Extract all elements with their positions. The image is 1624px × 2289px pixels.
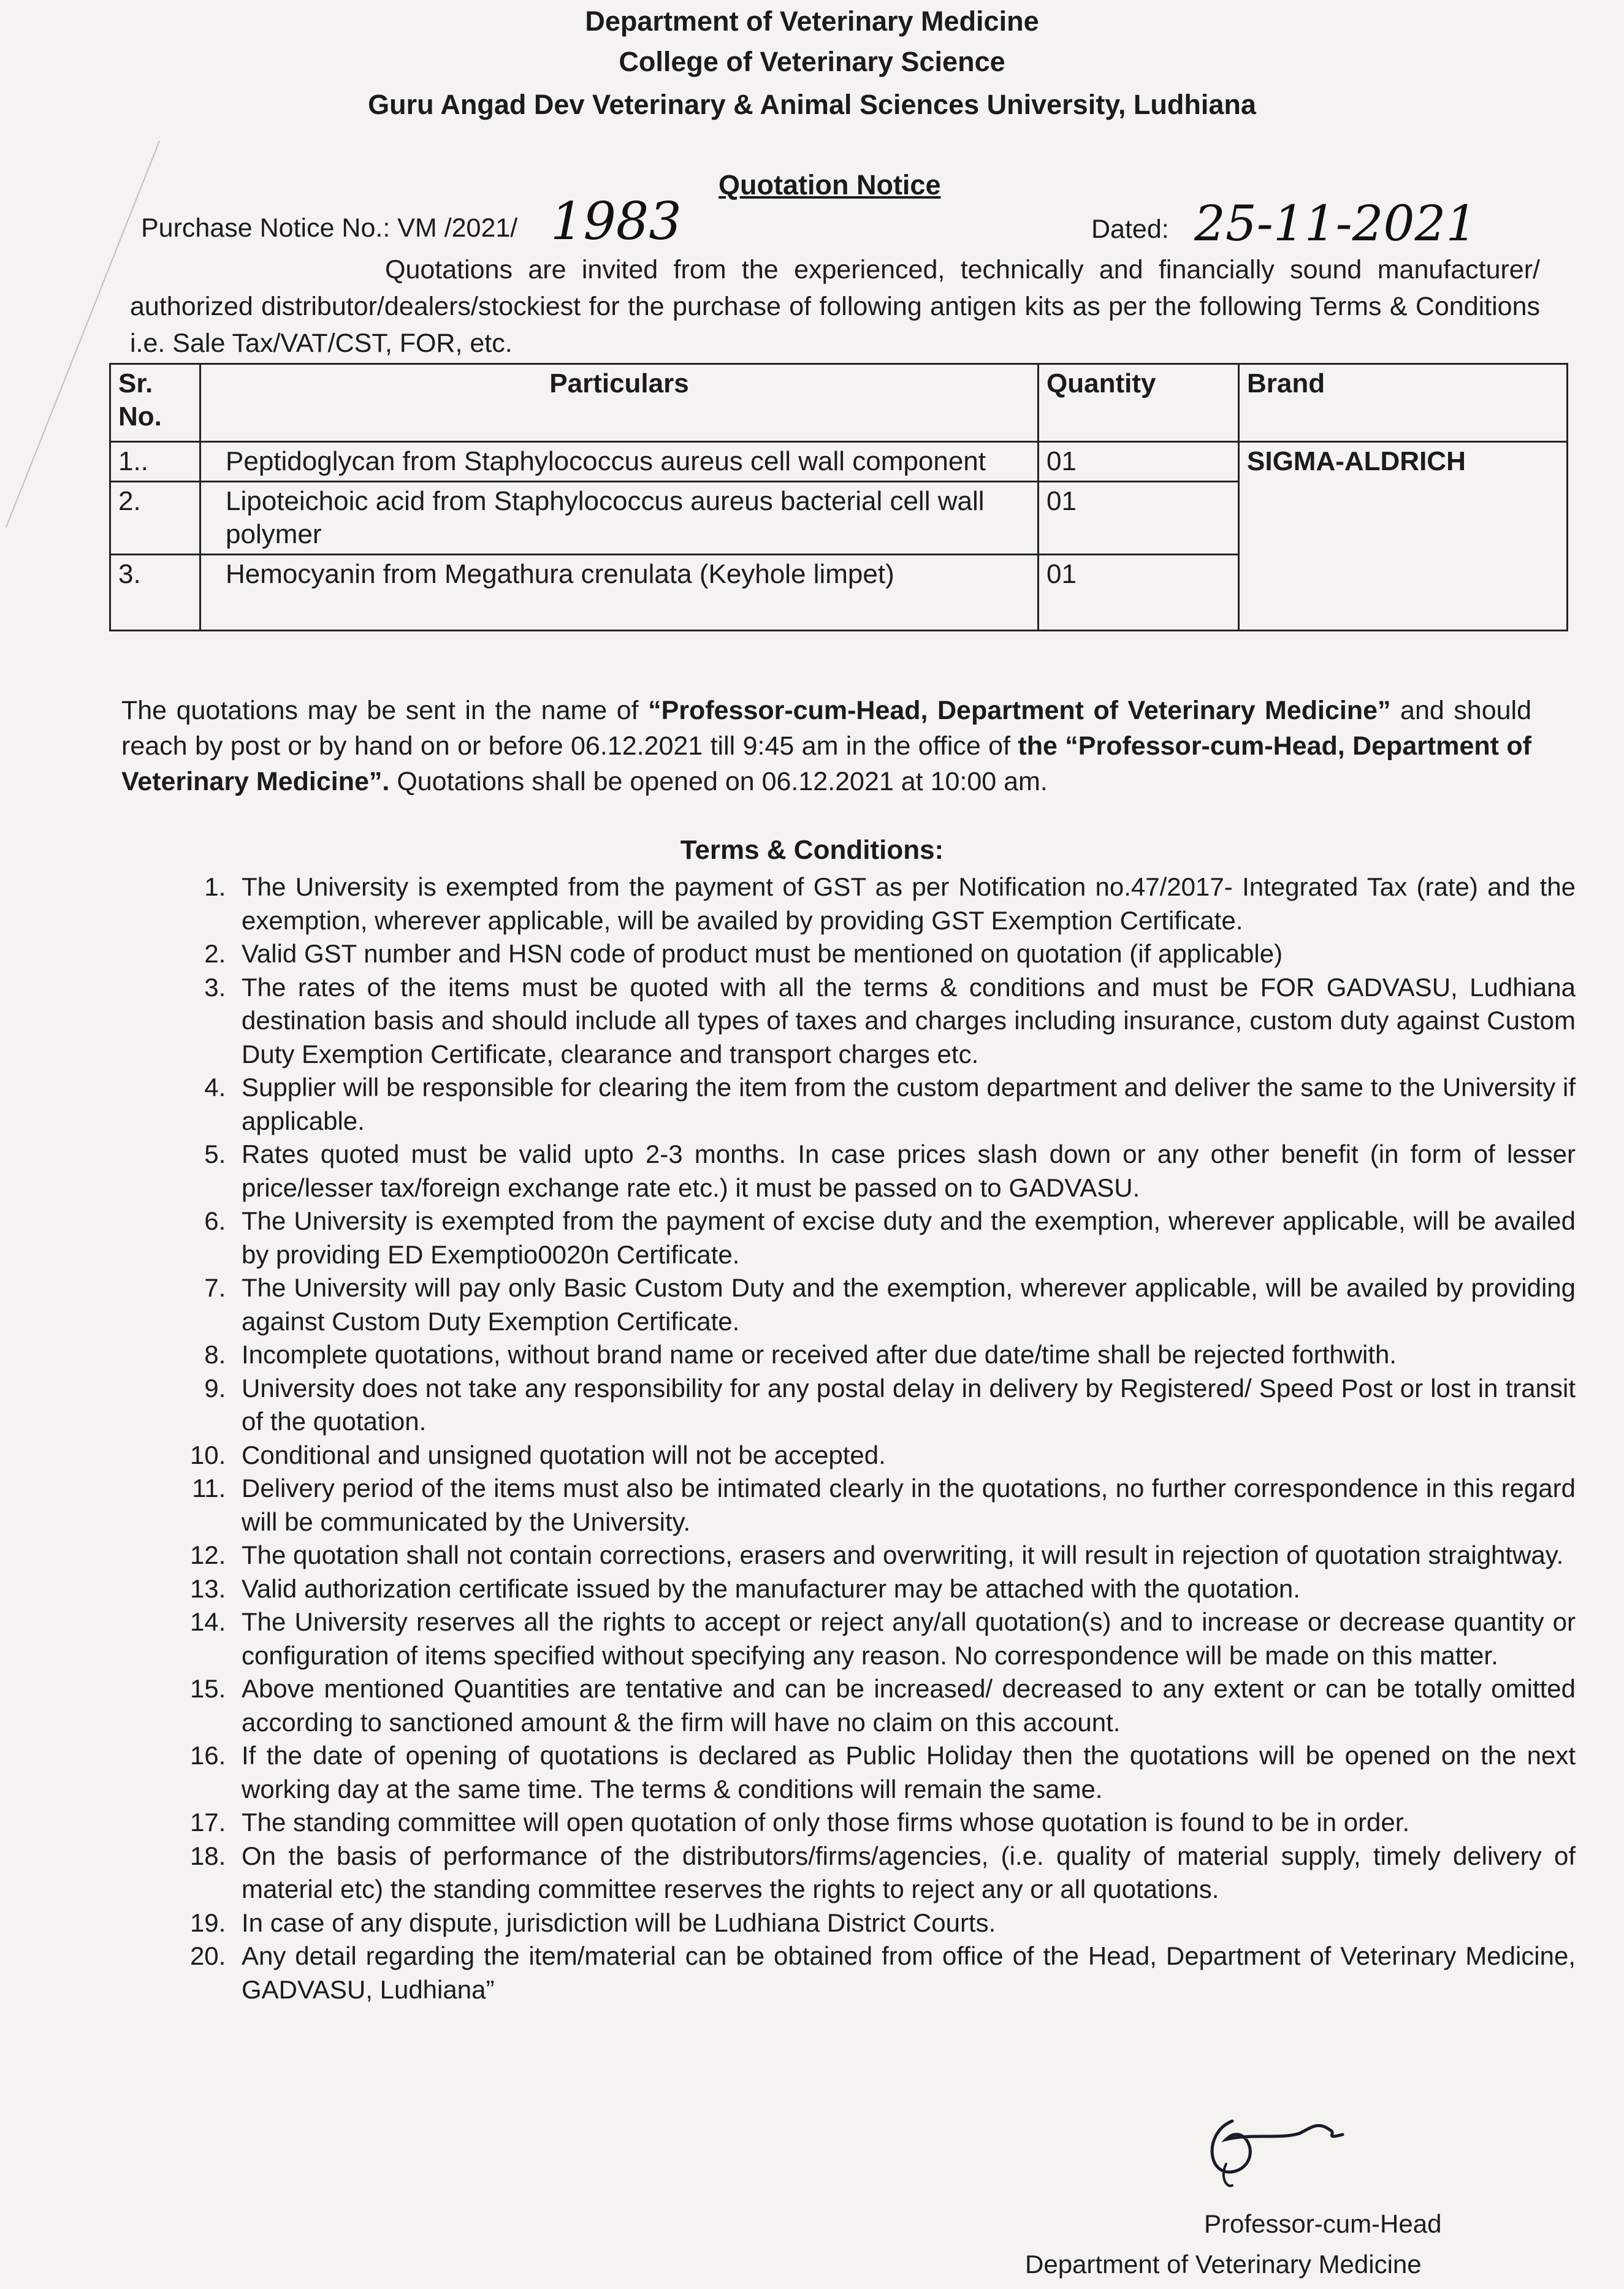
term-item: 9. University does not take any responsibility for any postal delay in delivery by Registered/ Speed Post or lost in transit of the quotation. <box>233 1372 1576 1439</box>
term-item: 14. The University reserves all the rights to accept or reject any/all quotation(s) and to increase or decrease quantity or configuration of items specified without specifying any reason. No correspondence will be made on this matter. <box>233 1605 1576 1672</box>
term-item: 7. The University will pay only Basic Custom Duty and the exemption, wherever applicable, will be availed by providing against Custom Duty Exemption Certificate. <box>233 1271 1576 1338</box>
row-sr: 2. <box>110 482 200 555</box>
term-item: 15. Above mentioned Quantities are tentative and can be increased/ decreased to any extent or can be totally omitted according to sanctioned amount & the firm will have no claim on this account. <box>233 1672 1576 1739</box>
term-item: 1. The University is exempted from the payment of GST as per Notification no.47/2017- Integrated Tax (rate) and the exemption, wherever applicable, will be availed by providing GST Exemption Certificate. <box>233 870 1576 937</box>
row-quantity: 01 <box>1039 442 1239 482</box>
outro-text-1: The quotations may be sent in the name of <box>121 696 639 725</box>
row-sr: 3. <box>110 555 200 631</box>
terms-list <box>172 870 1576 2006</box>
term-item: 12. The quotation shall not contain corrections, erasers and overwriting, it will result in rejection of quotation straightway. <box>233 1539 1576 1572</box>
items-table <box>109 363 1568 631</box>
term-item: 5. Rates quoted must be valid upto 2-3 months. In case prices slash down or any other benefit (in form of lesser price/lesser tax/foreign exchange rate etc.) it must be passed on to GADVASU. <box>233 1138 1576 1205</box>
term-item: 13. Valid authorization certificate issued by the manufacturer may be attached with the quotation. <box>233 1572 1576 1606</box>
header-sr-no: Sr. No. <box>110 364 200 442</box>
term-item: 16. If the date of opening of quotations is declared as Public Holiday then the quotations will be opened on the next working day at the same time. The terms & conditions will remain the same. <box>233 1739 1576 1806</box>
header-particulars: Particulars <box>200 364 1039 442</box>
term-item: 2. Valid GST number and HSN code of product must be mentioned on quotation (if applicable) <box>233 937 1576 971</box>
row-quantity: 01 <box>1039 555 1239 631</box>
signatory-title: Professor-cum-Head <box>1204 2209 1442 2238</box>
term-item: 4. Supplier will be responsible for clearing the item from the custom department and deliver the same to the University if applicable. <box>233 1071 1576 1138</box>
college-heading: College of Veterinary Science <box>619 46 1005 77</box>
term-item: 3. The rates of the items must be quoted with all the terms & conditions and must be FOR GADVASU, Ludhiana destination basis and should include all types of taxes and charges including insurance, custom duty against Custom Duty Exemption Certificate, clearance and transport charges etc. <box>233 971 1576 1072</box>
handwritten-date: 25-11-2021 <box>1194 195 1477 252</box>
purchase-notice-label: Purchase Notice No.: VM /2021/ <box>141 213 518 243</box>
header-brand: Brand <box>1239 364 1568 442</box>
row-particulars: Hemocyanin from Megathura crenulata (Keyhole limpet) <box>200 555 1039 631</box>
row-quantity: 01 <box>1039 482 1239 555</box>
term-item: 17. The standing committee will open quotation of only those firms whose quotation is found to be in order. <box>233 1806 1576 1840</box>
notice-title: Quotation Notice <box>719 169 941 200</box>
header-quantity: Quantity <box>1039 364 1239 442</box>
row-sr: 1.. <box>110 442 200 482</box>
term-item: 10. Conditional and unsigned quotation will not be accepted. <box>233 1439 1576 1472</box>
term-item: 8. Incomplete quotations, without brand name or received after due date/time shall be rejected forthwith. <box>233 1338 1576 1372</box>
row-particulars: Peptidoglycan from Staphylococcus aureus cell wall component <box>200 442 1039 482</box>
term-item: 6. The University is exempted from the payment of excise duty and the exemption, wherever applicable, will be availed by providing ED Exemptio0020n Certificate. <box>233 1205 1576 1271</box>
addressee-name: “Professor-cum-Head, Department of Veterinary Medicine” <box>648 696 1391 725</box>
outro-text-3: Quotations shall be opened on 06.12.2021 at 10:00 am. <box>397 767 1048 796</box>
dated-label: Dated: <box>1091 215 1169 244</box>
submission-paragraph <box>121 693 1531 799</box>
term-item: 19. In case of any dispute, jurisdiction will be Ludhiana District Courts. <box>233 1906 1576 1940</box>
row-particulars: Lipoteichoic acid from Staphylococcus aureus bacterial cell wall polymer <box>200 482 1039 555</box>
signature <box>1189 2097 1398 2188</box>
university-heading: Guru Angad Dev Veterinary & Animal Sciences University, Ludhiana <box>368 89 1256 120</box>
table-row <box>110 442 1568 482</box>
purchase-notice-number: 1983 <box>551 191 682 251</box>
term-item: 11. Delivery period of the items must also be intimated clearly in the quotations, no further correspondence in this regard will be communicated by the University. <box>233 1472 1576 1539</box>
term-item: 20. Any detail regarding the item/material can be obtained from office of the Head, Department of Veterinary Medicine, GADVASU, Ludhiana” <box>233 1940 1576 2006</box>
term-item: 18. On the basis of performance of the distributors/firms/agencies, (i.e. quality of material supply, timely delivery of material etc) the standing committee reserves the rights to reject any or all quotations. <box>233 1840 1576 1906</box>
signatory-department: Department of Veterinary Medicine <box>1025 2250 1422 2279</box>
department-heading: Department of Veterinary Medicine <box>585 6 1039 37</box>
intro-paragraph: Quotations are invited from the experienced, technically and financially sound manufacturer/ authorized distributor/dealers/stockiest for the purchase of following antigen kits as per the following Terms & Conditions i.e. Sale Tax/VAT/CST, FOR, etc. <box>130 255 1540 358</box>
brand-cell: SIGMA-ALDRICH <box>1239 442 1568 631</box>
terms-heading: Terms & Conditions: <box>680 835 944 865</box>
table-header-row <box>110 364 1568 442</box>
outro-text-2: and should reach by post or by hand on or before 06.12.2021 till 9:45 am in the office of <box>121 696 1531 761</box>
office-name: the “Professor-cum-Head, Department of Veterinary Medicine”. <box>121 731 1531 796</box>
